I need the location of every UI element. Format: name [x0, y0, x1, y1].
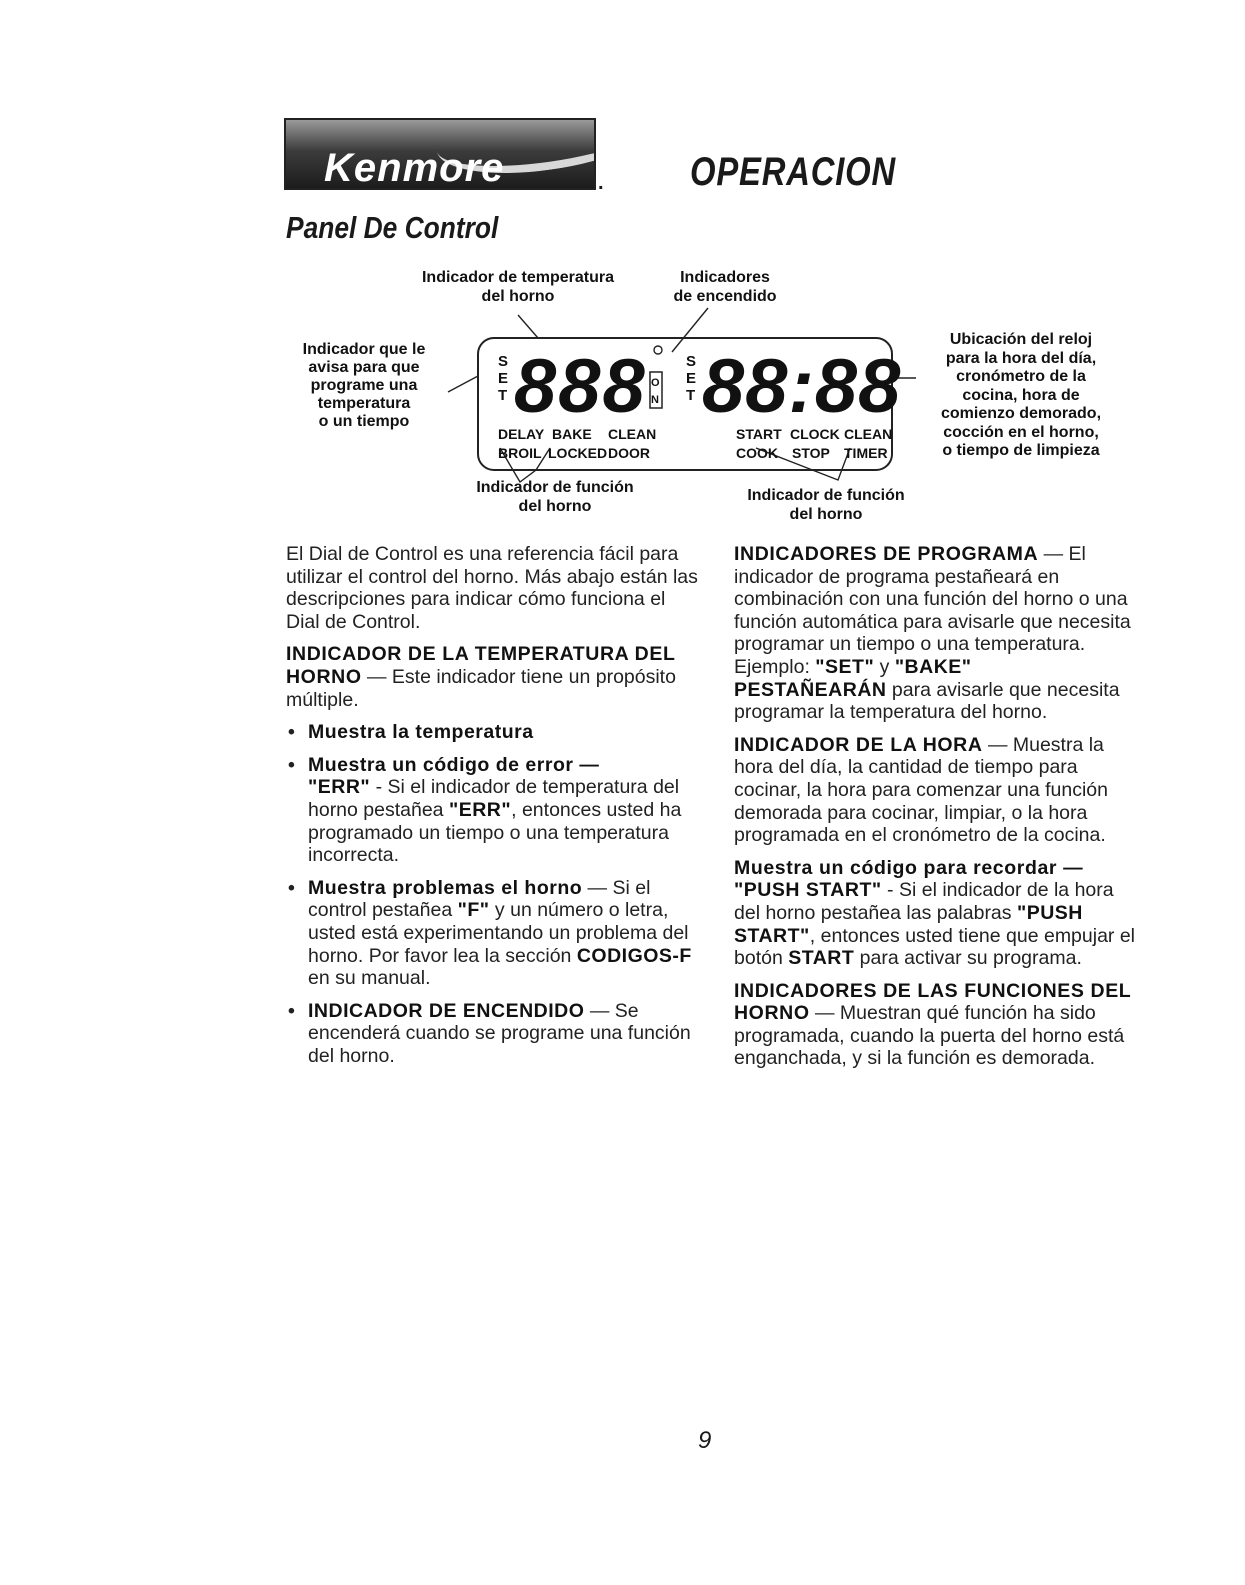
clock-digits: 88:88 — [702, 344, 902, 429]
label-line: de encendido — [673, 288, 777, 305]
fn-cook: COOK — [736, 445, 778, 461]
bullet-heading: Muestra problemas el horno — [308, 876, 583, 899]
paragraph-heading: INDICADORES DE PROGRAMA — [734, 543, 1039, 565]
paragraph-heading: Muestra un código para recordar — — [734, 856, 1084, 879]
paragraph-heading: INDICADOR DE LA HORA — [734, 733, 983, 756]
page-number: 9 — [698, 1427, 712, 1454]
on-letter-n: N — [651, 394, 659, 406]
fn-clock: CLOCK — [790, 426, 840, 442]
time-indicator-paragraph — [734, 734, 1142, 847]
bullet-error-code — [286, 754, 698, 867]
section-title: Panel De Control — [286, 210, 499, 245]
bullet-heading: Muestra un código de error — — [308, 753, 600, 776]
label-line: Indicador de función — [476, 479, 634, 496]
label-line: Ubicación del reloj — [949, 331, 1093, 348]
fn-delay: DELAY — [498, 426, 545, 442]
label-line: cocción en el horno, — [943, 423, 1099, 441]
label-line: Indicadores — [680, 269, 770, 286]
left-column — [286, 543, 698, 1077]
paragraph-text: para avisarle que necesita programar la temperatura del horno. — [734, 678, 1120, 724]
set-letter-s-right: S — [686, 353, 697, 370]
bullet-text: - Si el indicador de temperatura del horno pestañea — [308, 776, 680, 821]
label-line: cronómetro de la — [956, 368, 1086, 385]
label-program-reminder — [282, 341, 446, 431]
bullet-text: y un número o letra, usted está experimentando un problema del horno. Por favor lea la sección — [308, 899, 689, 967]
control-panel-display — [440, 300, 920, 490]
bake-word: "BAKE" — [894, 655, 972, 678]
bullet-on-indicator — [286, 1000, 698, 1068]
label-line: Indicador de temperatura — [421, 269, 615, 286]
paragraph-text: - Si el indicador de la hora del horno pestañea las palabras — [734, 879, 1114, 924]
paragraph-text: para activar su programa. — [854, 947, 1082, 970]
right-column — [734, 543, 1142, 1080]
push-start-paragraph — [734, 857, 1142, 970]
label-line: temperatura — [317, 395, 411, 412]
label-line: Indicador de función — [747, 487, 905, 504]
start-word: START — [788, 947, 855, 970]
leader-line — [448, 376, 478, 392]
push-start-code: "PUSH START" — [734, 879, 882, 902]
paragraph-text: y — [874, 655, 895, 678]
paragraph-heading: INDICADORES DE LAS FUNCIONES DEL HORNO — [734, 979, 1131, 1025]
label-line: avisa para que — [308, 359, 420, 376]
label-line: del horno — [481, 288, 555, 305]
label-line: cocina, hora de — [962, 386, 1080, 404]
fn-stop: STOP — [792, 445, 830, 461]
paragraph-text: — Muestra la hora del día, la cantidad de tiempo para cocinar, la hora para comenzar una función demorada para cocinar, limpiar, o la hora programada en el cronómetro de la cocina. — [734, 733, 1108, 847]
paragraph-text: , entonces usted tiene que empujar el botón — [734, 924, 1136, 970]
label-line: programe una — [310, 377, 418, 394]
set-letter-t: T — [498, 387, 508, 404]
fn-bake: BAKE — [552, 426, 592, 442]
intro-paragraph: El Dial de Control es una referencia fácil para utilizar el control del horno. Más abajo están las descripciones para indicar cómo funciona el Dial de Control. — [286, 543, 698, 633]
label-line: del horno — [789, 506, 863, 523]
fn-timer: TIMER — [844, 445, 888, 461]
push-start-code: "PUSH START" — [734, 901, 1083, 947]
error-code: "ERR" — [308, 776, 371, 799]
paragraph-text: — Muestran qué función ha sido programada, cuando la puerta del horno está enganchada, y si la función es demorada. — [734, 1002, 1125, 1070]
fn-locked: LOCKED — [548, 445, 608, 461]
temp-indicator-text: — Este indicador tiene un propósito múltiple. — [286, 665, 676, 711]
bullet-heading: Muestra la temperatura — [308, 721, 534, 744]
bullet-text: en su manual. — [308, 967, 431, 990]
bullet-oven-problems — [286, 877, 698, 990]
set-letter-s: S — [498, 353, 509, 370]
leader-line — [518, 315, 538, 338]
label-line: del horno — [518, 498, 592, 515]
label-line: o tiempo de limpieza — [942, 442, 1100, 459]
label-line: Indicador que le — [302, 341, 426, 358]
fn-clean-left: CLEAN — [608, 426, 657, 442]
label-line: comienzo demorado, — [940, 405, 1102, 422]
program-indicators-paragraph — [734, 543, 1142, 724]
fn-broil: BROIL — [498, 445, 542, 461]
f-codes-section: CODIGOS-F — [576, 944, 692, 967]
kenmore-logo — [284, 118, 596, 190]
page-title: OPERACION — [690, 150, 897, 194]
temp-indicator-heading: INDICADOR DE LA TEMPERATURA DEL HORNO — [286, 643, 676, 688]
fn-start: START — [736, 426, 782, 442]
temperature-digits: 888 — [514, 344, 647, 429]
f-code: "F" — [457, 899, 490, 922]
set-letter-e-right: E — [686, 370, 697, 387]
label-clock-location — [918, 331, 1124, 461]
set-letter-e: E — [498, 370, 509, 387]
bullet-text: — Se encenderá cuando se programe una función del horno. — [308, 999, 691, 1067]
fn-door: DOOR — [608, 445, 650, 461]
on-letter-o: O — [651, 377, 660, 389]
logo-dot: . — [598, 172, 604, 194]
set-letter-t-right: T — [686, 387, 696, 404]
set-word: "SET" — [815, 655, 875, 678]
logo-wordmark: Kenmore — [324, 146, 505, 190]
label-function-right — [726, 486, 926, 524]
function-indicators-paragraph — [734, 980, 1142, 1070]
bullet-text: — Si el control pestañea — [308, 876, 651, 922]
temp-indicator-paragraph — [286, 643, 698, 711]
indicator-dot — [654, 346, 662, 354]
bullet-show-temp — [286, 721, 698, 744]
paragraph-text: — El indicador de programa pestañeará en combinación con una función del horno o una función automática para avisarle que necesita programar un tiempo o una temperatura. Ejemplo: — [734, 543, 1131, 678]
label-line: o un tiempo — [318, 413, 410, 430]
bullet-text: , entonces usted ha programado un tiempo o una temperatura incorrecta. — [308, 798, 682, 867]
blink-word: PESTAÑEARÁN — [734, 678, 887, 701]
error-code: "ERR" — [448, 798, 512, 821]
bullet-heading: INDICADOR DE ENCENDIDO — [308, 999, 585, 1022]
label-line: para la hora del día, — [945, 349, 1097, 367]
fn-clean-right: CLEAN — [844, 426, 893, 442]
